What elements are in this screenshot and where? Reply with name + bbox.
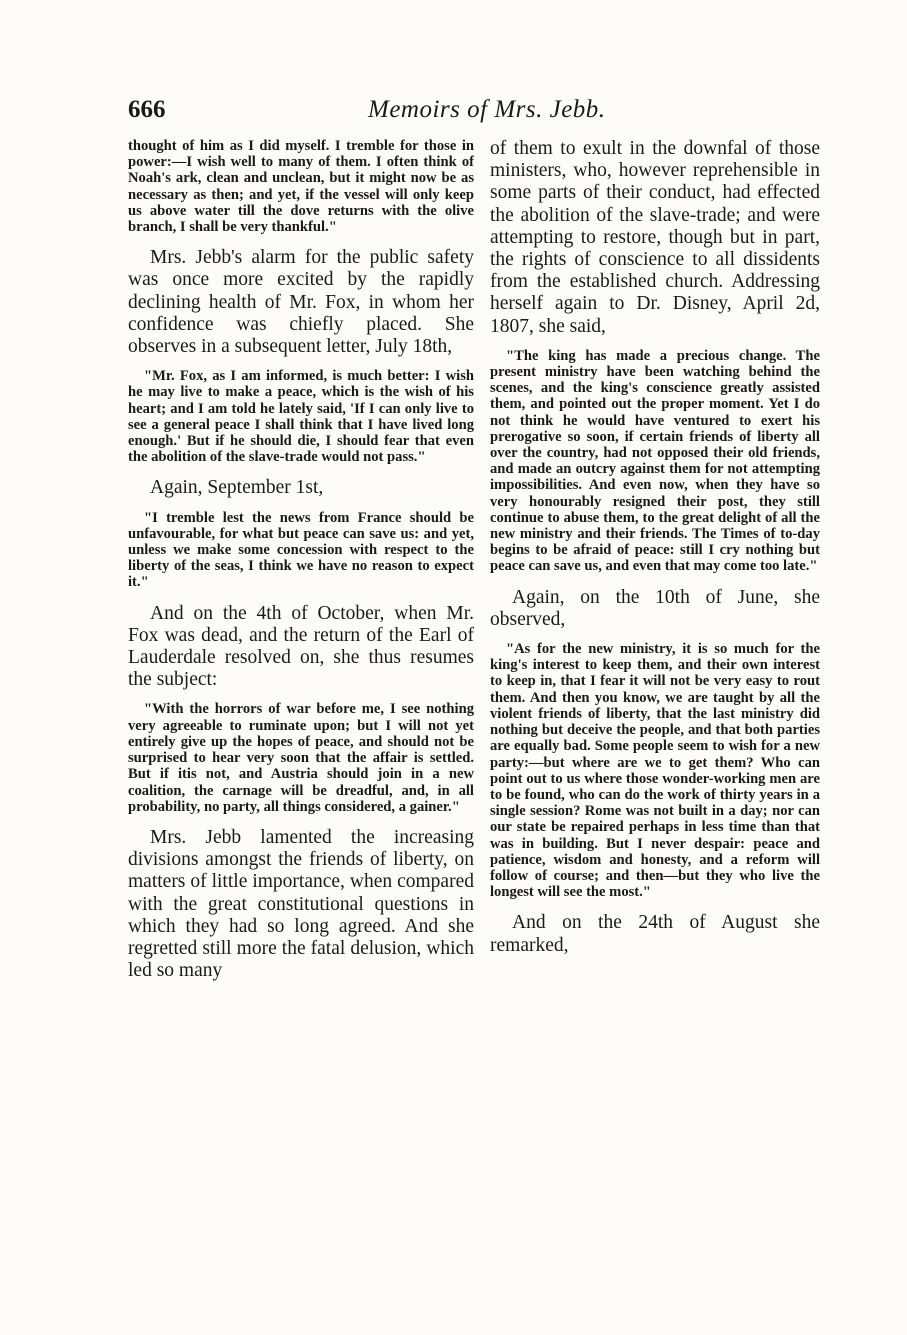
- body-paragraph: of them to exult in the downfal of those ministers, who, however reprehensible in some parts of their conduct, had effected the abolition of the slave-trade; and were attempting to restore, though but in part, the rights of conscience to all dissidents from the established church. Addressing herself again to Dr. Disney, April 2d, 1807, she said,: [490, 138, 820, 337]
- running-title: Memoirs of Mrs. Jebb.: [368, 96, 606, 123]
- body-paragraph: Mrs. Jebb's alarm for the public safety was once more excited by the rapidly declining health of Mr. Fox, in whom her confidence was chiefly placed. She observes in a subsequent letter, July 18th,: [128, 247, 474, 358]
- body-paragraph: And on the 4th of October, when Mr. Fox was dead, and the return of the Earl of Lauderdale resolved on, she thus resumes the subject:: [128, 602, 474, 691]
- body-paragraph: And on the 24th of August she remarked,: [490, 912, 820, 956]
- quote-paragraph: "With the horrors of war before me, I see nothing very agreeable to ruminate upon; but I will not yet entirely give up the hopes of peace, and should not be surprised to hear very soon that the affair is settled. But if itis not, and Austria should join in a new coalition, the carnage will be dreadful, and, in all probability, no party, all things considered, a gainer.": [128, 701, 474, 815]
- quote-paragraph: "The king has made a precious change. The present ministry have been watching behind the scenes, and the king's conscience greatly assisted them, and pointed out the proper moment. Yet I do not think he would have ventured to exert his prerogative so soon, if certain friends of liberty all over the country, had not opposed their old friends, and made an outcry against them for not attempting impossibilities. And even now, when they have so very honourably resigned their post, they still continue to abuse them, to the great delight of all the new ministry and their friends. The Times of to-day begins to be afraid of peace: still I cry nothing but peace can save us, and even that may come too late.": [490, 347, 820, 575]
- page-header: [128, 96, 818, 130]
- left-column: [128, 138, 474, 1238]
- quote-paragraph: "As for the new ministry, it is so much for the king's interest to keep them, and their own interest to keep in, that I fear it will not be very easy to rout them. And then you know, we are taught by all the violent friends of liberty, that the last ministry did nothing but deceive the people, and that both parties are equally bad. Some people seem to wish for a new party:—but where are we to get them? Who can point out to us where those wonder-working men are to be found, who can do the work of thirty years in a single session? Rome was not built in a day; nor can our state be repaired perhaps in less time than that was in building. But I never despair: peace and patience, wisdom and honesty, and a reform will follow of course; and then—but they who live the longest will see the most.": [490, 641, 820, 901]
- right-column: [490, 138, 820, 1238]
- quote-paragraph: thought of him as I did myself. I tremble for those in power:—I wish well to many of them. I often think of Noah's ark, clean and unclean, but it might now be as necessary as then; and yet, if the vessel will only keep us above water till the dove returns with the olive branch, I shall be very thankful.": [128, 138, 474, 236]
- page-number: 666: [128, 96, 166, 123]
- body-paragraph: Again, on the 10th of June, she observed,: [490, 586, 820, 630]
- quote-paragraph: "Mr. Fox, as I am informed, is much better: I wish he may live to make a peace, which is the wish of his heart; and I am told he lately said, 'If I can only live to see a general peace I shall think that I have lived long enough.' But if he should die, I should fear that even the abolition of the slave-trade would not pass.": [128, 368, 474, 466]
- body-paragraph: Mrs. Jebb lamented the increasing divisions amongst the friends of liberty, on matters of little importance, when compared with the great constitutional questions in which they had so long agreed. And she regretted still more the fatal delusion, which led so many: [128, 826, 474, 982]
- body-paragraph: Again, September 1st,: [150, 477, 324, 499]
- quote-paragraph: "I tremble lest the news from France should be unfavourable, for what but peace can save us: and yet, unless we make some concession with respect to the liberty of the seas, I think we have no reason to expect it.": [128, 509, 474, 591]
